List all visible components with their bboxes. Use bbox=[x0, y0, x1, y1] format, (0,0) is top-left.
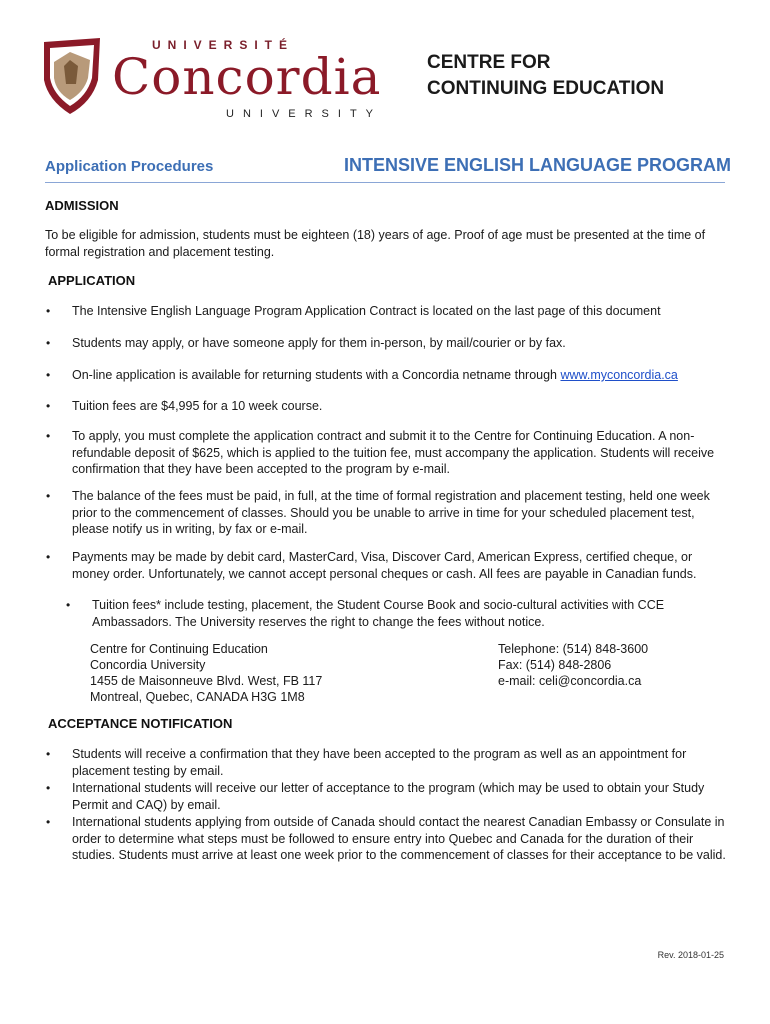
concordia-logo bbox=[40, 36, 390, 126]
list-item bbox=[46, 746, 726, 779]
list-item-text: Tuition fees* include testing, placement, the Student Course Book and socio-cultural activities with CCE Ambassadors. The University reserves the right to change the fees without notice. bbox=[92, 598, 665, 629]
logo-wordmark: Concordia bbox=[112, 48, 382, 106]
address-line: 1455 de Maisonneuve Blvd. West, FB 117 bbox=[90, 674, 323, 688]
acceptance-heading: ACCEPTANCE NOTIFICATION bbox=[48, 716, 233, 731]
application-list bbox=[46, 398, 726, 415]
list-item-text: Students will receive a confirmation that they have been accepted to the program as well as an appointment for placement testing by email. bbox=[72, 747, 687, 778]
list-item-text: International students applying from outside of Canada should contact the nearest Canadian Embassy or Consulate in order to determine what steps must be followed to ensure entry into Quebec and Canada for the duration of their studies. Students must arrive at least one week prior to the commencement of classes for their acceptance to be valid. bbox=[72, 815, 726, 862]
email: e-mail: celi@concordia.ca bbox=[498, 674, 642, 688]
list-item-text: Tuition fees are $4,995 for a 10 week course. bbox=[72, 399, 323, 413]
list-item bbox=[46, 780, 726, 813]
list-item-text: The Intensive English Language Program Application Contract is located on the last page of this document bbox=[72, 304, 661, 318]
section-title: Application Procedures bbox=[45, 158, 214, 175]
admission-text: To be eligible for admission, students must be eighteen (18) years of age. Proof of age must be presented at the time of formal registration and placement testing. bbox=[45, 228, 706, 259]
list-item bbox=[46, 335, 726, 352]
concordia-shield-icon bbox=[40, 36, 106, 116]
logo-english-name: UNIVERSITY bbox=[226, 108, 383, 120]
list-item bbox=[46, 488, 726, 538]
list-item bbox=[46, 367, 726, 384]
list-item bbox=[66, 597, 676, 630]
logo-french-name: UNIVERSITÉ bbox=[152, 38, 295, 52]
list-item bbox=[46, 398, 726, 415]
address-line: Concordia University bbox=[90, 658, 206, 672]
fax: Fax: (514) 848-2806 bbox=[498, 658, 612, 672]
unit-name-line2: CONTINUING EDUCATION bbox=[427, 78, 665, 99]
list-item bbox=[46, 303, 726, 320]
application-list bbox=[46, 549, 706, 582]
list-item-text: Payments may be made by debit card, MasterCard, Visa, Discover Card, American Express, certified cheque, or money order. Unfortunately, we cannot accept personal cheques or cash. All fees are payable in Canadian funds. bbox=[72, 550, 697, 581]
list-item-text: Students may apply, or have someone apply for them in-person, by mail/courier or by fax. bbox=[72, 336, 566, 350]
application-list bbox=[46, 428, 726, 478]
list-item-text: International students will receive our letter of acceptance to the program (which may be used to obtain your Study Permit and CAQ) by email. bbox=[72, 781, 705, 812]
unit-name bbox=[427, 50, 664, 102]
acceptance-list bbox=[46, 746, 726, 864]
address-line: Montreal, Quebec, CANADA H3G 1M8 bbox=[90, 690, 305, 704]
list-item-text: The balance of the fees must be paid, in full, at the time of formal registration and placement testing, held one week prior to the commencement of classes. Should you be unable to arrive in time for your scheduled placement test, please notify us in writing, by fax or e-mail. bbox=[72, 489, 710, 536]
admission-heading: ADMISSION bbox=[45, 198, 119, 213]
list-item bbox=[46, 814, 726, 864]
revision-date: Rev. 2018-01-25 bbox=[657, 950, 724, 960]
application-list bbox=[46, 367, 726, 384]
header-divider bbox=[45, 182, 725, 183]
list-item bbox=[46, 549, 706, 582]
address-line: Centre for Continuing Education bbox=[90, 642, 268, 656]
fees-sublist bbox=[66, 597, 676, 630]
contact-address bbox=[90, 641, 420, 705]
list-item bbox=[46, 428, 726, 478]
program-title: INTENSIVE ENGLISH LANGUAGE PROGRAM bbox=[344, 155, 732, 175]
contact-details bbox=[498, 641, 718, 689]
unit-name-line1: CENTRE FOR bbox=[427, 52, 551, 73]
list-item-text: To apply, you must complete the application contract and submit it to the Centre for Continuing Education. A non-refundable deposit of $625, which is applied to the tuition fee, must accompany the application. Students will receive confirmation that they have been accepted to the program by e-mail. bbox=[72, 429, 715, 476]
list-item-text: On-line application is available for returning students with a Concordia netname through bbox=[72, 368, 561, 382]
myconcordia-link[interactable]: www.myconcordia.ca bbox=[560, 368, 678, 382]
application-list bbox=[46, 335, 726, 352]
application-list bbox=[46, 303, 726, 320]
application-heading: APPLICATION bbox=[48, 273, 136, 288]
telephone: Telephone: (514) 848-3600 bbox=[498, 642, 649, 656]
application-list bbox=[46, 488, 726, 538]
